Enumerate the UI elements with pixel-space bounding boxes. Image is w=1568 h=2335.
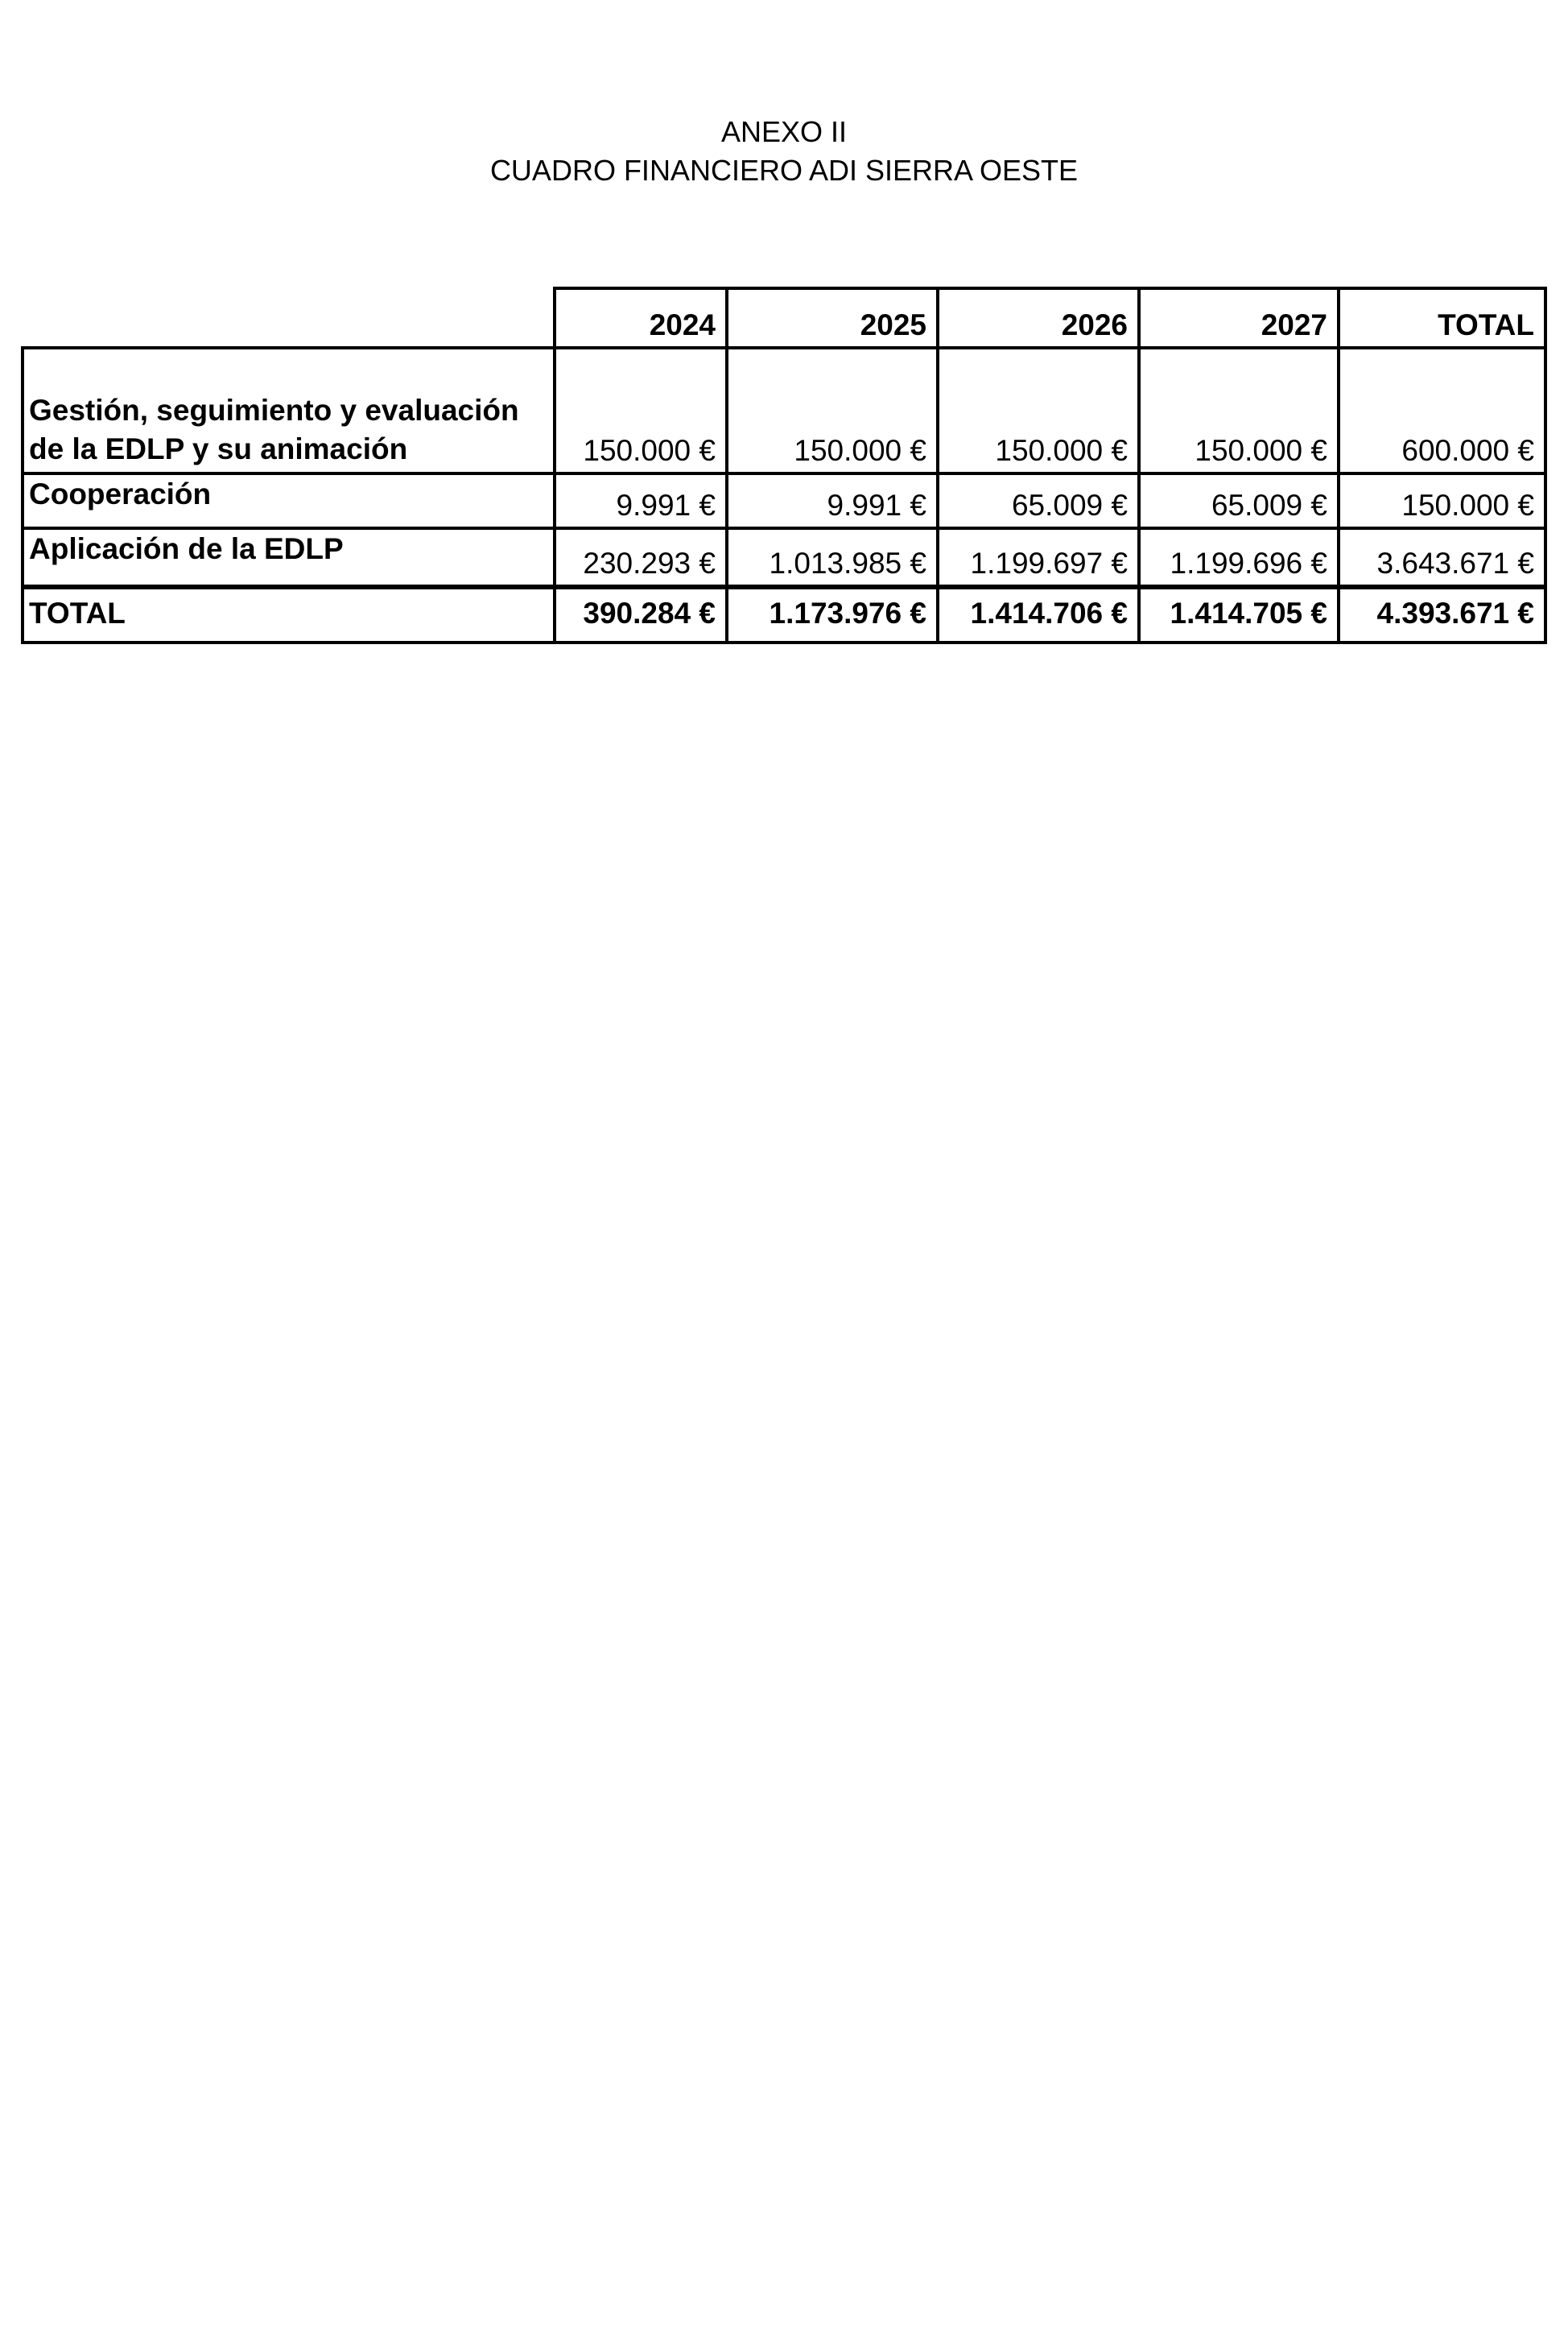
table-row [23, 528, 1545, 587]
cell-value: 150.000 € [555, 348, 727, 473]
total-value: 390.284 € [555, 587, 727, 643]
total-label: TOTAL [23, 587, 555, 643]
financial-table [21, 287, 1547, 644]
table-row [23, 348, 1545, 473]
cell-value: 1.199.697 € [938, 528, 1139, 587]
column-header-total: TOTAL [1339, 288, 1545, 348]
row-label: Gestión, seguimiento y evaluación de la EDLP y su animación [23, 348, 555, 473]
cell-value: 1.199.696 € [1139, 528, 1339, 587]
column-header-2024: 2024 [555, 288, 727, 348]
total-value: 4.393.671 € [1339, 587, 1545, 643]
cell-value: 65.009 € [938, 473, 1139, 528]
cell-value: 150.000 € [727, 348, 938, 473]
cell-value: 230.293 € [555, 528, 727, 587]
column-header-2026: 2026 [938, 288, 1139, 348]
total-row [23, 587, 1545, 643]
cell-value: 150.000 € [938, 348, 1139, 473]
cell-value: 3.643.671 € [1339, 528, 1545, 587]
table-caption: CUADRO FINANCIERO ADI SIERRA OESTE [489, 154, 1079, 187]
cell-value: 9.991 € [555, 473, 727, 528]
cell-value: 1.013.985 € [727, 528, 938, 587]
cell-value: 9.991 € [727, 473, 938, 528]
cell-value: 65.009 € [1139, 473, 1339, 528]
column-header-2025: 2025 [727, 288, 938, 348]
total-value: 1.414.706 € [938, 587, 1139, 643]
table-header-row [23, 288, 1545, 348]
row-label: Cooperación [23, 473, 555, 528]
corner-cell [23, 288, 555, 348]
document-title [0, 113, 1568, 190]
annex-heading: ANEXO II [720, 115, 848, 148]
table-row [23, 473, 1545, 528]
column-header-2027: 2027 [1139, 288, 1339, 348]
cell-value: 150.000 € [1139, 348, 1339, 473]
row-label: Aplicación de la EDLP [23, 528, 555, 587]
total-value: 1.173.976 € [727, 587, 938, 643]
cell-value: 600.000 € [1339, 348, 1545, 473]
total-value: 1.414.705 € [1139, 587, 1339, 643]
cell-value: 150.000 € [1339, 473, 1545, 528]
